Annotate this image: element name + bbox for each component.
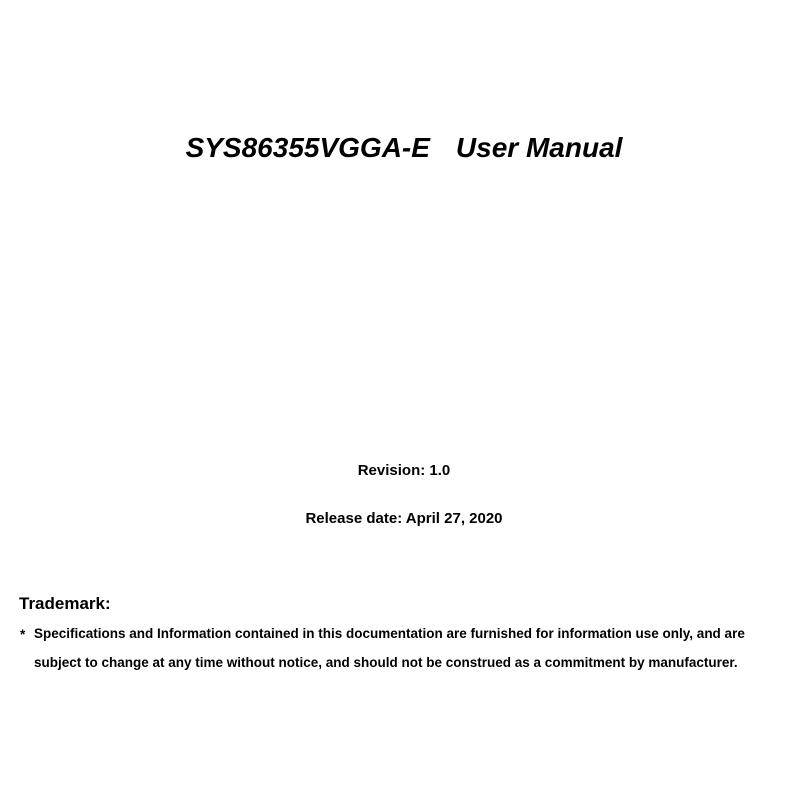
title-suffix: User Manual — [455, 132, 623, 163]
trademark-note-line-2: subject to change at any time without notice, and should not be construed as a commitment by manufacturer. — [34, 655, 738, 670]
revision-text: Revision: 1.0 — [357, 462, 451, 479]
title-product-name: SYS86355VGGA-E — [185, 132, 430, 163]
trademark-bullet: * — [20, 627, 26, 642]
trademark-heading: Trademark: — [19, 594, 111, 613]
trademark-note-line-1: Specifications and Information contained in this documentation are furnished for information use only, and are — [34, 626, 745, 641]
document-title — [0, 128, 808, 168]
release-date-text: Release date: April 27, 2020 — [305, 510, 503, 527]
